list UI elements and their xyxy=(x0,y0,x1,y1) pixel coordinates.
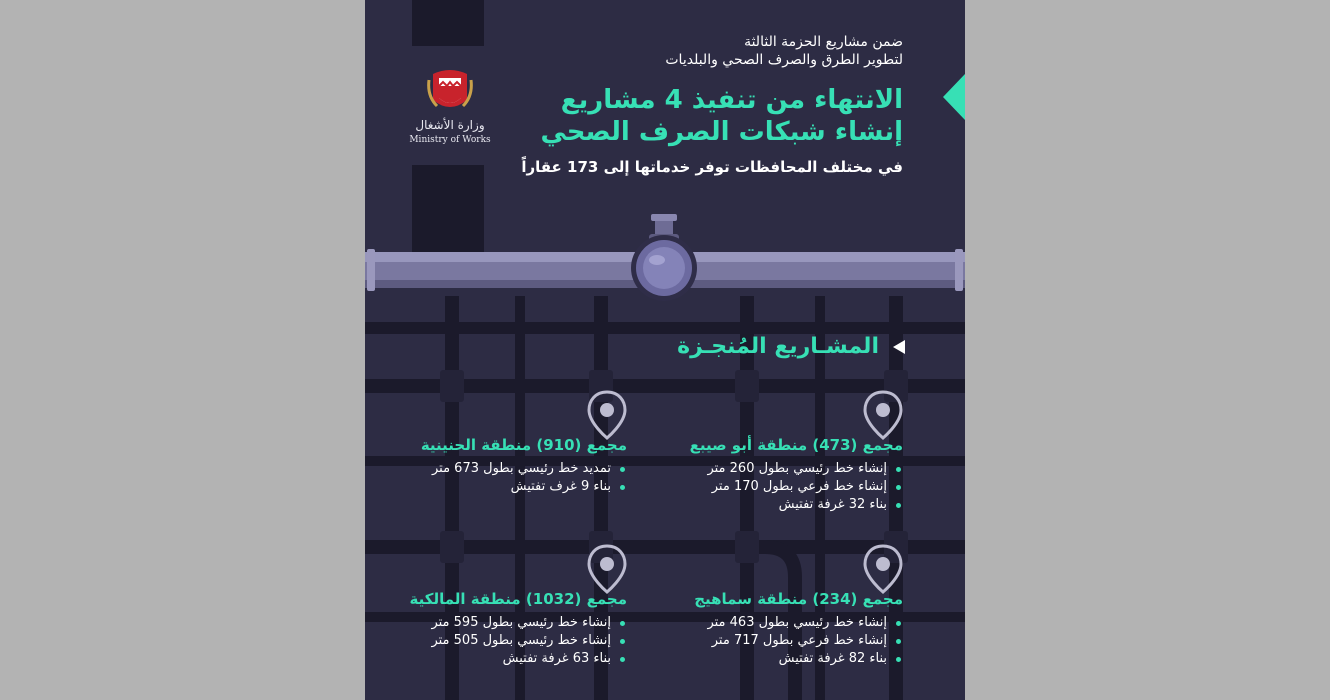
list-item: تمديد خط رئيسي بطول 673 متر xyxy=(421,460,627,478)
list-item: بناء 82 غرفة تفتيش xyxy=(694,650,903,668)
project-items xyxy=(694,614,903,668)
triangle-marker-icon xyxy=(893,340,905,354)
list-item: إنشاء خط فرعي بطول 717 متر xyxy=(694,632,903,650)
headline-line-2: إنشاء شبكات الصرف الصحي xyxy=(540,117,903,147)
description: في مختلف المحافظات توفر خدماتها إلى 173 عقاراً xyxy=(521,158,903,176)
subtitle-line-2: لتطوير الطرق والصرف الصحي والبلديات xyxy=(665,52,903,68)
infographic-card xyxy=(365,0,965,700)
list-item: إنشاء خط رئيسي بطول 505 متر xyxy=(410,632,628,650)
project-card xyxy=(410,590,628,668)
subtitle-line-1: ضمن مشاريع الحزمة الثالثة xyxy=(744,34,903,50)
list-item: بناء 63 غرفة تفتيش xyxy=(410,650,628,668)
project-card xyxy=(694,590,903,668)
project-items xyxy=(690,460,903,514)
list-item: إنشاء خط رئيسي بطول 463 متر xyxy=(694,614,903,632)
project-card xyxy=(690,436,903,514)
section-title: المشـاريع المُنجـزة xyxy=(677,334,879,359)
project-card xyxy=(421,436,627,496)
project-title: مجمع (473) منطقة أبو صيبع xyxy=(689,436,903,454)
list-item: بناء 9 غرف تفتيش xyxy=(421,478,627,496)
bahrain-emblem-icon xyxy=(427,66,473,116)
list-item: إنشاء خط فرعي بطول 170 متر xyxy=(690,478,903,496)
project-title: مجمع (910) منطقة الحنينية xyxy=(420,436,627,454)
logo-english: Ministry of Works xyxy=(409,135,491,145)
project-items xyxy=(421,460,627,496)
list-item: بناء 32 غرفة تفتيش xyxy=(690,496,903,514)
headline-line-1: الانتهاء من تنفيذ 4 مشاريع xyxy=(560,85,903,115)
project-title: مجمع (1032) منطقة المالكية xyxy=(409,590,627,608)
triangle-marker-icon xyxy=(943,74,965,120)
project-items xyxy=(410,614,628,668)
list-item: إنشاء خط رئيسي بطول 595 متر xyxy=(410,614,628,632)
project-title: مجمع (234) منطقة سماهيج xyxy=(694,590,903,608)
logo-arabic: وزارة الأشغال xyxy=(415,118,485,132)
list-item: إنشاء خط رئيسي بطول 260 متر xyxy=(690,460,903,478)
